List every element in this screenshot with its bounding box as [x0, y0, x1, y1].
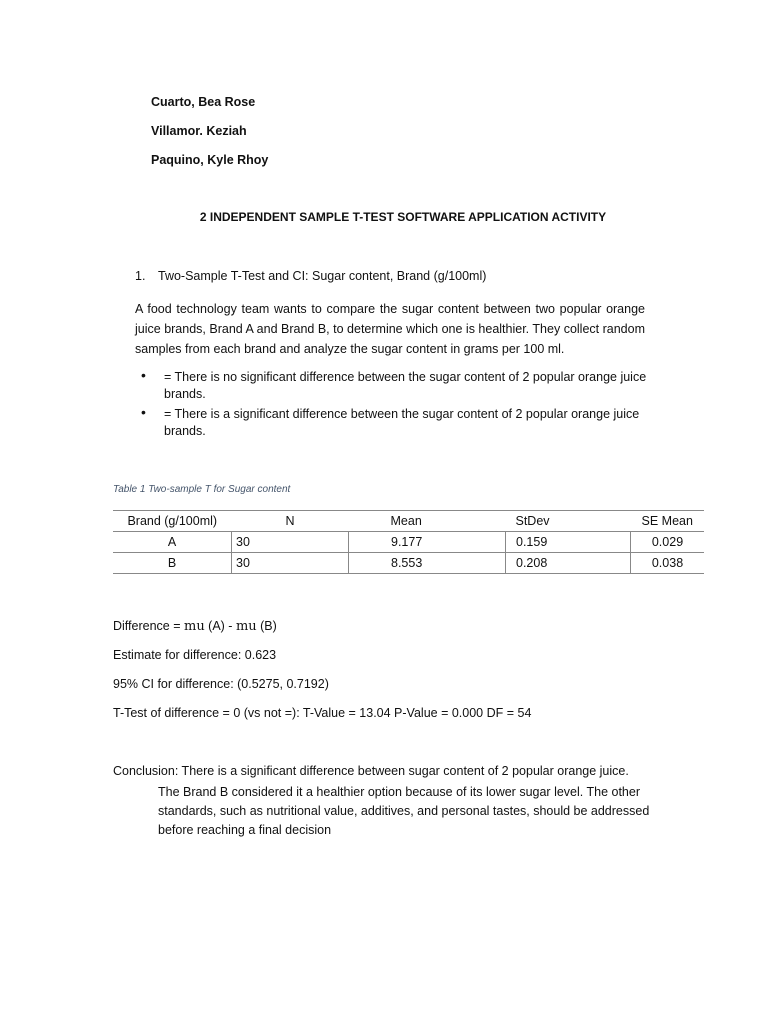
alternative-hypothesis: = There is a significant difference between the sugar content of 2 popular orange juice brands. [164, 407, 640, 438]
bullet-icon: • [141, 404, 146, 420]
difference-label: Difference = [113, 619, 184, 633]
author-name: Cuarto, Bea Rose [151, 95, 256, 109]
cell-stdev: 0.208 [506, 553, 631, 574]
group-a-label: (A) - [204, 619, 236, 633]
mu-symbol: mu [184, 619, 205, 634]
problem-heading: Two-Sample T-Test and CI: Sugar content, Brand (g/100ml) [158, 269, 487, 283]
cell-brand: A [167, 535, 177, 549]
cell-mean: 8.553 [349, 553, 506, 574]
cell-mean: 9.177 [349, 532, 506, 553]
difference-estimate: Estimate for difference: 0.623 [113, 648, 277, 662]
cell-n: 30 [232, 532, 349, 553]
confidence-interval: 95% CI for difference: (0.5275, 0.7192) [113, 677, 329, 691]
group-b-label: (B) [256, 619, 277, 633]
table-row [113, 532, 704, 553]
document-title: 2 INDEPENDENT SAMPLE T-TEST SOFTWARE APPLICATION ACTIVITY [199, 210, 607, 224]
cell-se-mean: 0.029 [631, 532, 705, 553]
results-table [113, 510, 704, 574]
t-test-result: T-Test of difference = 0 (vs not =): T-Value = 13.04 P-Value = 0.000 DF = 54 [113, 706, 532, 720]
cell-stdev: 0.159 [506, 532, 631, 553]
author-name: Paquino, Kyle Rhoy [151, 153, 269, 167]
author-name: Villamor. Keziah [151, 124, 247, 138]
header-brand: Brand (g/100ml) [127, 514, 218, 528]
table-caption: Table 1 Two-sample T for Sugar content [113, 484, 291, 495]
cell-n: 30 [232, 553, 349, 574]
header-n: N [285, 514, 295, 528]
header-se-mean: SE Mean [641, 514, 693, 528]
conclusion-first-line: Conclusion: There is a significant difference between sugar content of 2 popular orange juice. [113, 764, 629, 778]
cell-se-mean: 0.038 [631, 553, 705, 574]
difference-definition [113, 619, 277, 634]
table-row [113, 553, 704, 574]
header-stdev: StDev [515, 514, 550, 528]
mu-symbol: mu [235, 619, 257, 634]
null-hypothesis: = There is no significant difference between the sugar content of 2 popular orange juice brands. [164, 370, 647, 401]
table-header-row [113, 511, 704, 532]
bullet-icon: • [141, 367, 146, 383]
cell-brand: B [167, 556, 177, 570]
problem-description: A food technology team wants to compare the sugar content between two popular orange juice brands, Brand A and Brand B, to determine which one is healthier. They collect random samples from each brand and analyze the sugar content in grams per 100 ml. [135, 302, 645, 356]
list-number: 1. [135, 269, 146, 283]
header-mean: Mean [390, 514, 422, 528]
conclusion-body: The Brand B considered it a healthier option because of its lower sugar level. The other standards, such as nutritional value, additives, and personal tastes, should be addressed before reaching a final decision [158, 785, 650, 837]
